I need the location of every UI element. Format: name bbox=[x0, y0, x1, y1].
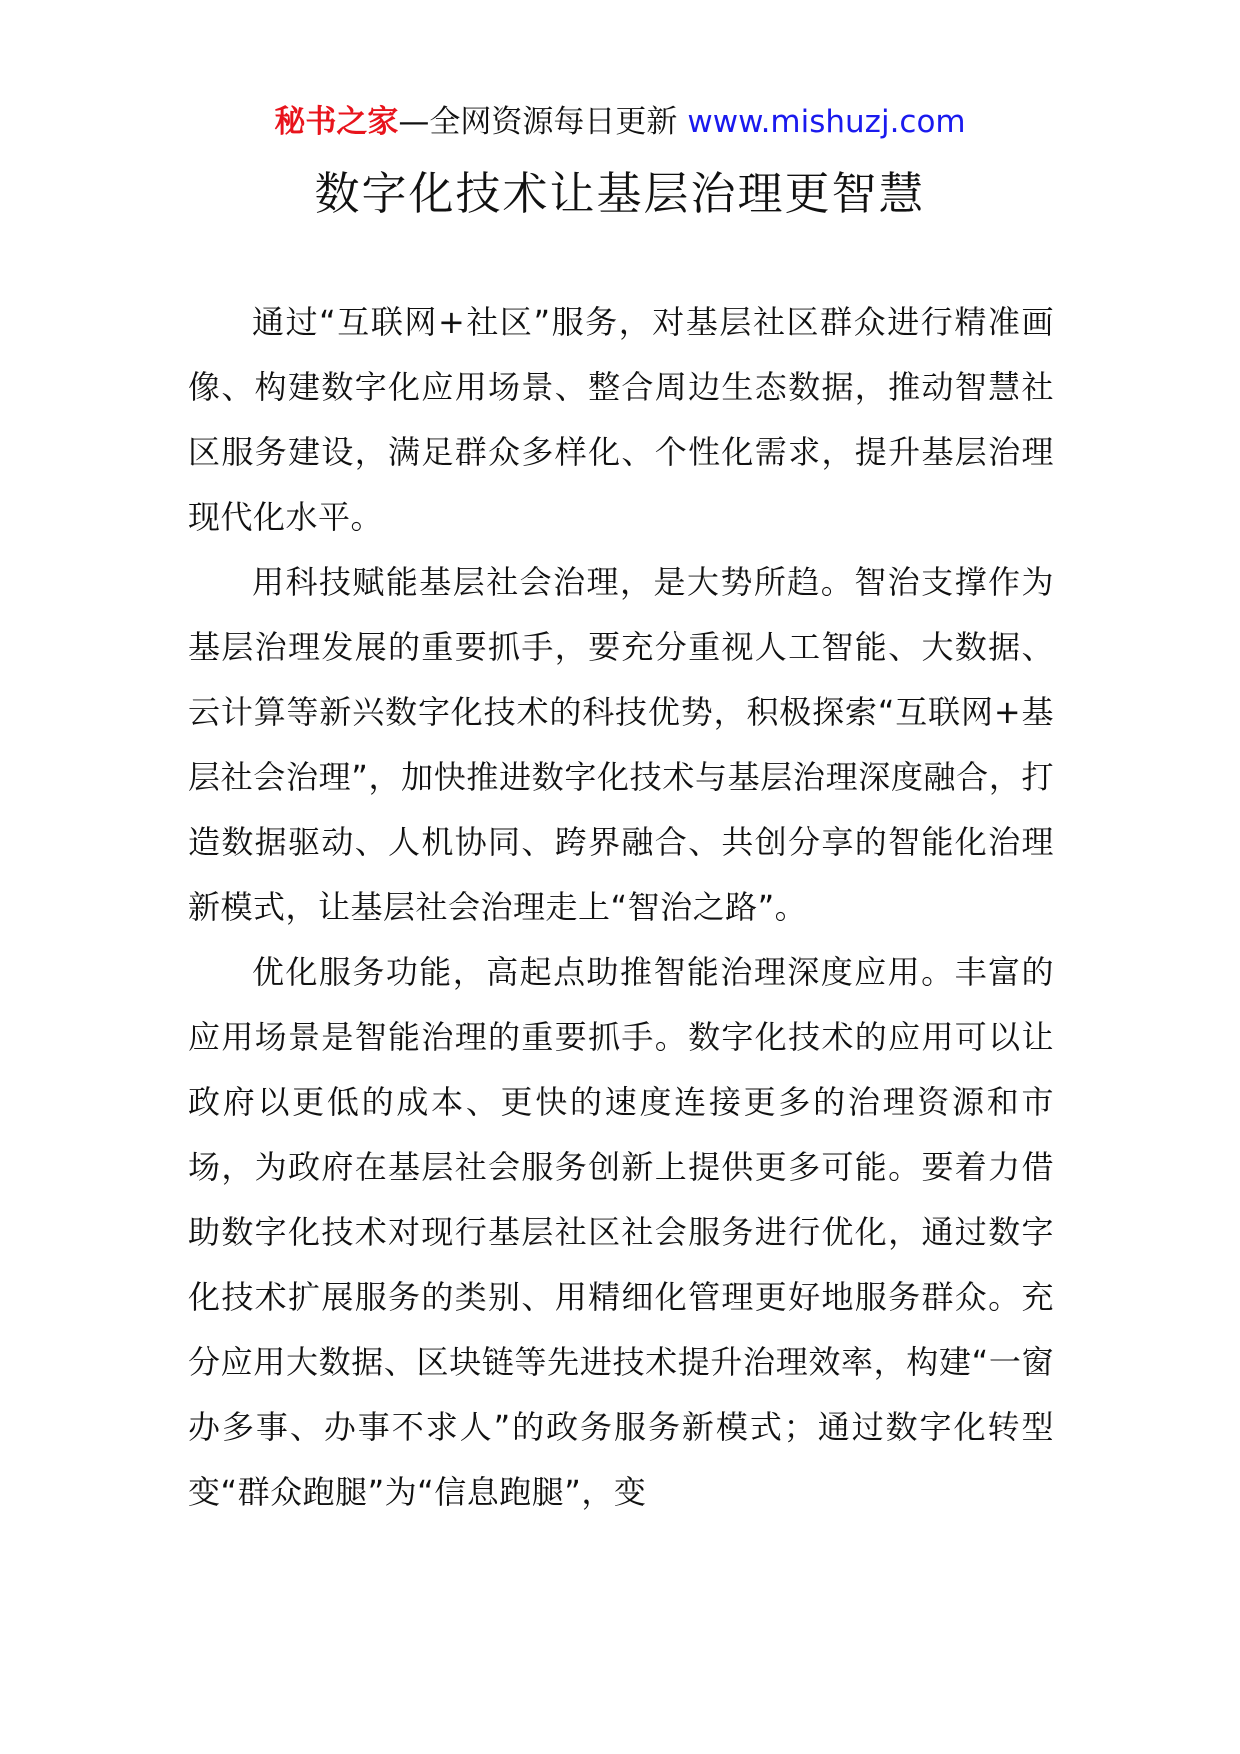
document-body bbox=[188, 290, 1054, 1525]
header-slogan: —全网资源每日更新 bbox=[398, 104, 678, 140]
site-header bbox=[0, 102, 1240, 142]
paragraph-2: 用科技赋能基层社会治理，是大势所趋。智治支撑作为基层治理发展的重要抓手，要充分重视人工智能、大数据、云计算等新兴数字化技术的科技优势，积极探索“互联网+基层社会治理”，加快推进数字化技术与基层治理深度融合，打造数据驱动、人机协同、跨界融合、共创分享的智能化治理新模式，让基层社会治理走上“智治之路”。 bbox=[188, 563, 1054, 926]
site-url-link[interactable]: www.mishuzj.com bbox=[687, 104, 966, 140]
brand-name: 秘书之家 bbox=[274, 104, 399, 140]
document-title: 数字化技术让基层治理更智慧 bbox=[314, 167, 926, 220]
paragraph-3: 优化服务功能，高起点助推智能治理深度应用。丰富的应用场景是智能治理的重要抓手。数字化技术的应用可以让政府以更低的成本、更快的速度连接更多的治理资源和市场，为政府在基层社会服务创新上提供更多可能。要着力借助数字化技术对现行基层社区社会服务进行优化，通过数字化技术扩展服务的类别、用精细化管理更好地服务群众。充分应用大数据、区块链等先进技术提升治理效率，构建“一窗办多事、办事不求人”的政务服务新模式；通过数字化转型变“群众跑腿”为“信息跑腿”，变 bbox=[188, 953, 1054, 1511]
paragraph-1: 通过“互联网+社区”服务，对基层社区群众进行精准画像、构建数字化应用场景、整合周边生态数据，推动智慧社区服务建设，满足群众多样化、个性化需求，提升基层治理现代化水平。 bbox=[188, 303, 1054, 536]
